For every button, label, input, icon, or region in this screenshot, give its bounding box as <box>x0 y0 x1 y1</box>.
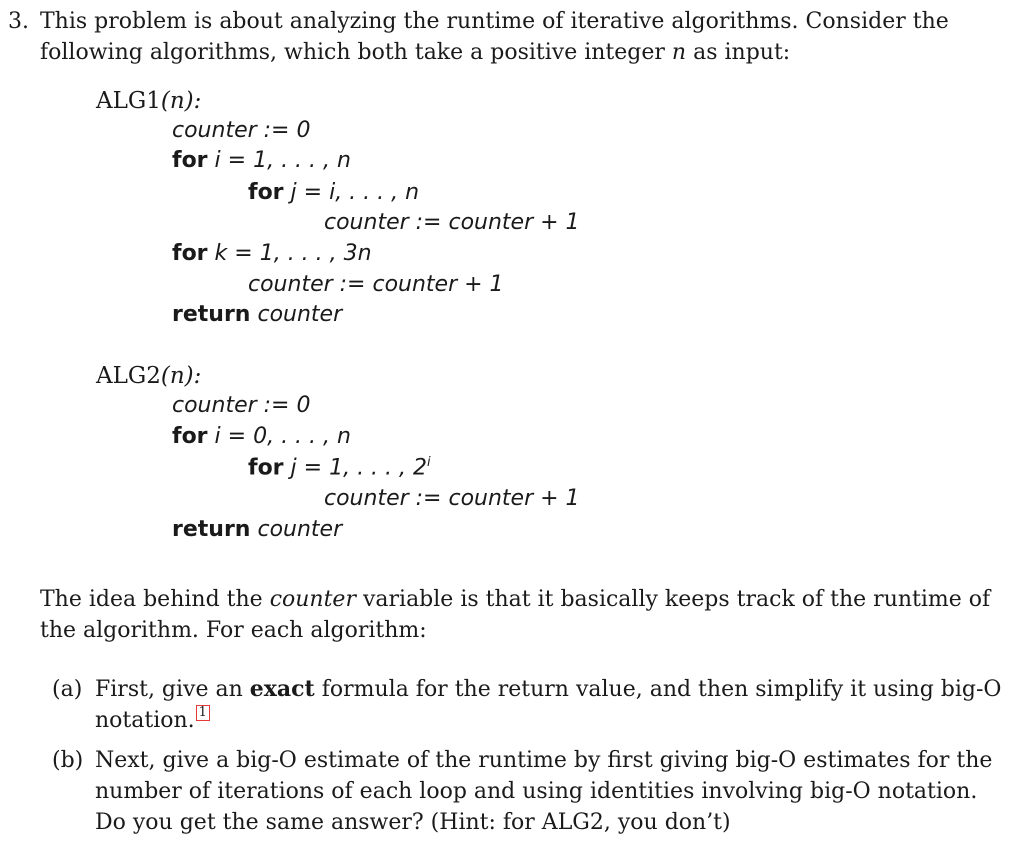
intro-text: following algorithms, which both take a positive integer <box>40 40 665 65</box>
alg1-line-6-text: counter := counter + 1 <box>248 272 504 297</box>
alg1-line-1 <box>172 118 310 143</box>
part-a-post: formula for the return value, and then simplify it using big-O <box>321 677 1002 702</box>
part-b-text <box>95 745 995 838</box>
alg1-line-3 <box>248 180 419 205</box>
part-b-line-1: Next, give a big-O estimate of the runtime by first giving big-O estimates for the <box>95 748 993 773</box>
explanation-post: variable is that it basically keeps track of the runtime of <box>362 587 991 612</box>
alg2-line-5 <box>172 517 342 542</box>
alg2-line-1-text: counter := 0 <box>172 393 311 418</box>
alg1-line-7 <box>172 302 342 327</box>
part-a-label: (a) <box>52 677 83 702</box>
alg2-line-3-text: j = 1, . . . , 2 <box>290 455 428 481</box>
part-a-pre: First, give an <box>95 677 243 702</box>
intro-variable: n <box>671 40 687 65</box>
alg2-line-5-kw: return <box>172 517 251 542</box>
alg1-line-2 <box>172 148 351 173</box>
alg2-line-2 <box>172 424 351 449</box>
alg1-line-7-kw: return <box>172 302 251 327</box>
alg1-line-4-text: counter := counter + 1 <box>324 210 580 235</box>
alg1-line-7-text: counter <box>257 302 343 327</box>
alg2-line-3-kw: for <box>248 455 284 481</box>
alg1-header <box>96 88 201 114</box>
alg1-line-3-text: j = i, . . . , n <box>290 180 420 205</box>
part-a-text <box>95 674 1002 736</box>
intro-end: as input: <box>693 40 791 65</box>
alg1-line-2-text: i = 1, . . . , n <box>214 148 351 173</box>
part-a-line-2 <box>95 705 995 736</box>
alg1-line-5 <box>172 241 372 266</box>
alg1-line-4 <box>324 210 580 235</box>
alg1-line-3-kw: for <box>248 180 284 205</box>
alg1-arg: (n): <box>160 88 202 114</box>
alg1-line-2-kw: for <box>172 148 208 173</box>
intro-line-1: This problem is about analyzing the runtime of iterative algorithms. Consider the <box>40 9 949 34</box>
part-b-line-3: Do you get the same answer? (Hint: for ALG2, you don’t) <box>95 810 731 835</box>
alg2-line-4 <box>324 486 580 511</box>
explanation-pre: The idea behind the <box>40 587 263 612</box>
alg2-header <box>96 363 201 389</box>
explanation-variable: counter <box>269 587 356 612</box>
alg2-exponent: i <box>427 455 431 470</box>
alg1-name: ALG1 <box>96 88 161 114</box>
alg2-line-5-text: counter <box>257 517 343 542</box>
alg2-arg: (n): <box>160 363 202 389</box>
alg2-line-1 <box>172 393 310 418</box>
alg1-line-1-text: counter := 0 <box>172 118 311 143</box>
explanation-line-2: the algorithm. For each algorithm: <box>40 618 427 643</box>
intro-line-2 <box>40 37 790 68</box>
alg1-line-5-text: k = 1, . . . , 3n <box>214 241 372 266</box>
alg2-line-3 <box>248 455 431 480</box>
footnote-link[interactable]: 1 <box>196 705 210 721</box>
part-a-bold: exact <box>249 676 315 702</box>
alg2-name: ALG2 <box>96 363 161 389</box>
explanation-line-1 <box>40 584 990 615</box>
alg2-line-2-kw: for <box>172 424 208 449</box>
problem-number: 3. <box>8 9 29 34</box>
alg2-line-2-text: i = 0, . . . , n <box>214 424 351 449</box>
alg1-line-6 <box>248 272 504 297</box>
explanation-paragraph <box>40 584 990 646</box>
alg1-line-5-kw: for <box>172 241 208 266</box>
part-b-line-2: number of iterations of each loop and using identities involving big-O notation. <box>95 779 978 804</box>
alg2-line-4-text: counter := counter + 1 <box>324 486 580 511</box>
part-b-label: (b) <box>52 748 84 773</box>
part-a-line-1 <box>95 674 1002 705</box>
part-a-line-2-text: notation. <box>95 708 195 733</box>
